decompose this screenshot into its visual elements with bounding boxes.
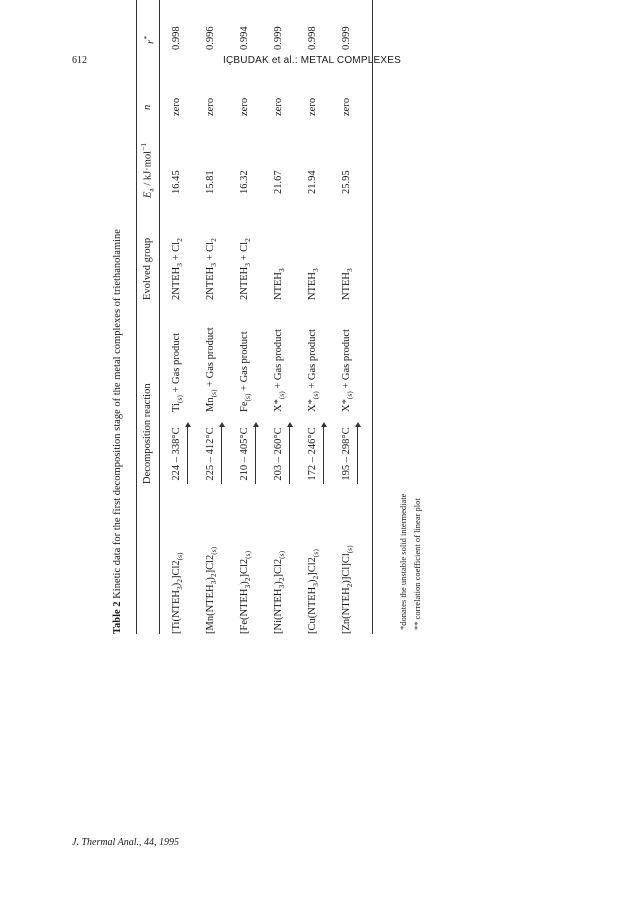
reaction-arrow	[187, 424, 188, 484]
cell-temperature-range: 225 – 412°C	[205, 427, 216, 481]
cell-product: $Mn_{(s)}$ + Gas product	[205, 327, 219, 412]
table-block	[112, 0, 452, 634]
table-caption	[112, 229, 123, 634]
journal-reference: J. Thermal Anal., 44, 1995	[72, 837, 180, 848]
cell-evolved-group: $NTEH_3$	[307, 268, 321, 300]
table-label: Table 2	[112, 601, 123, 634]
cell-evolved-group: $2NTEH_3 + Cl_2$	[205, 238, 219, 300]
running-head: IÇBUDAK et al.: METAL COMPLEXES	[223, 55, 401, 66]
cell-reaction-order: zero	[307, 97, 318, 116]
cell-reaction-order: zero	[239, 97, 250, 116]
header-r: r*	[142, 36, 157, 44]
header-n: n	[142, 104, 153, 110]
cell-reaction-order: zero	[205, 97, 216, 116]
reaction-arrow	[323, 424, 324, 484]
cell-product: $X*_{(s)}$ + Gas product	[307, 329, 321, 412]
cell-product: $X*_{(s)}$ + Gas product	[273, 329, 287, 412]
cell-product: $X*_{(s)}$ + Gas product	[341, 329, 355, 412]
cell-compound: $[Mn(NTEH_3)_2]Cl2_{(s)}$	[205, 546, 219, 634]
header-evolved: Evolved group	[142, 237, 153, 300]
reaction-arrow	[357, 424, 358, 484]
cell-activation-energy: 21.67	[273, 170, 284, 194]
footnote-correlation: ** correlation coefficient of linear plot	[412, 498, 422, 630]
cell-temperature-range: 172 – 246°C	[307, 427, 318, 481]
cell-temperature-range: 210 – 405°C	[239, 427, 250, 481]
cell-evolved-group: $NTEH_3$	[341, 268, 355, 300]
cell-activation-energy: 15.81	[205, 170, 216, 194]
cell-evolved-group: $NTEH_3$	[273, 268, 287, 300]
cell-compound: $[Zn(NTEH_2)]Cl]Cl_{(s)}$	[341, 545, 355, 634]
cell-temperature-range: 224 – 338°C	[171, 427, 182, 481]
cell-reaction-order: zero	[341, 97, 352, 116]
cell-compound: $[Cu(NTEH_3)_2]Cl2_{(s)}$	[307, 549, 321, 634]
cell-correlation: 0.994	[239, 26, 250, 50]
reaction-arrow	[255, 424, 256, 484]
reaction-arrow	[289, 424, 290, 484]
cell-activation-energy: 16.45	[171, 170, 182, 194]
cell-correlation: 0.998	[307, 26, 318, 50]
cell-temperature-range: 195 – 298°C	[341, 427, 352, 481]
cell-evolved-group: $2NTEH_3 + Cl_2$	[171, 238, 185, 300]
table-header-rule	[159, 0, 160, 634]
page-number: 612	[72, 55, 87, 66]
cell-activation-energy: 16.32	[239, 170, 250, 194]
cell-product: $Fe_{(s)}$ + Gas product	[239, 331, 253, 412]
table-title: Kinetic data for the first decomposition stage of the metal complexes of triethanolamine	[112, 229, 123, 599]
header-decomposition: Decomposition reaction	[142, 383, 153, 484]
cell-product: $Ti_{(s)}$ + Gas product	[171, 332, 185, 412]
cell-reaction-order: zero	[171, 97, 182, 116]
cell-activation-energy: 21.94	[307, 170, 318, 194]
table-bottom-rule	[372, 0, 373, 634]
cell-compound: $[Ni(NTEH_3)_2]Cl2_{(s)}$	[273, 550, 287, 634]
reaction-arrow	[221, 424, 222, 484]
cell-activation-energy: 25.95	[341, 170, 352, 194]
header-ea: $E_a / kJ\cdot mol^{-1}$	[139, 142, 156, 198]
cell-correlation: 0.999	[273, 26, 284, 50]
table-top-rule	[136, 0, 137, 634]
cell-correlation: 0.996	[205, 26, 216, 50]
cell-correlation: 0.999	[341, 26, 352, 50]
cell-correlation: 0.998	[171, 26, 182, 50]
cell-temperature-range: 203 – 260°C	[273, 427, 284, 481]
cell-reaction-order: zero	[273, 97, 284, 116]
cell-compound: $[Ti(NTEH_3)_2]Cl2_{(s)}$	[171, 552, 185, 634]
cell-evolved-group: $2NTEH_3 + Cl_2$	[239, 238, 253, 300]
footnote-unstable: *donates the unstable solid intermediate	[398, 493, 408, 630]
cell-compound: $[Fe(NTEH_3)_2]Cl2_{(s)}$	[239, 550, 253, 634]
